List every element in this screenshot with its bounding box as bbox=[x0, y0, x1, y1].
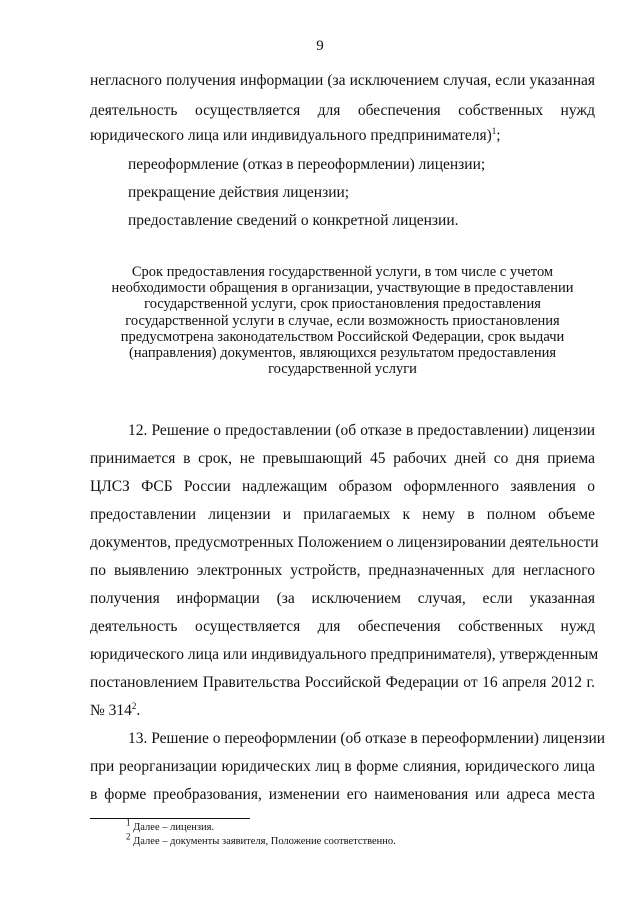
p12-line bbox=[90, 590, 595, 608]
p12-line bbox=[90, 478, 595, 496]
intro-text-2: деятельность осуществляется для обеспечения собственных нужд bbox=[90, 102, 595, 119]
p12-text: 12. Решение о предоставлении (об отказе в предоставлении) лицензии bbox=[128, 422, 595, 439]
footnote-1 bbox=[126, 817, 215, 833]
heading-line: Срок предоставления государственной услуги, в том числе с учетом bbox=[131, 264, 554, 280]
list-item: прекращение действия лицензии; bbox=[128, 184, 350, 201]
intro-text-1: негласного получения информации (за исключением случая, если указанная bbox=[90, 72, 595, 89]
p12-text: предоставлении лицензии и прилагаемых к нему в полном объеме bbox=[90, 506, 595, 523]
p12-text: по выявлению электронных устройств, предназначенных для негласного bbox=[90, 562, 595, 579]
intro-tail: ; bbox=[496, 127, 501, 144]
footnote-mark: 2 bbox=[131, 700, 137, 711]
p13-text: при реорганизации юридических лиц в форме слияния, юридического лица bbox=[90, 758, 595, 775]
p12-text: № 314 bbox=[90, 702, 132, 719]
p13-line bbox=[90, 758, 595, 776]
p13-text: в форме преобразования, изменении его наименования или адреса места bbox=[90, 786, 595, 803]
heading-line: государственной услуги bbox=[268, 361, 417, 378]
p13-line bbox=[128, 730, 606, 748]
footnote-text: Далее – документы заявителя, Положение соответственно. bbox=[130, 836, 396, 847]
intro-line-2 bbox=[90, 102, 595, 120]
heading-line: (направления) документов, являющихся результатом предоставления bbox=[128, 345, 557, 362]
p12-tail: . bbox=[136, 702, 141, 719]
p12-line bbox=[90, 674, 595, 692]
page-number: 9 bbox=[316, 38, 324, 54]
intro-line-3 bbox=[90, 127, 595, 145]
footnote-mark: 1 bbox=[126, 817, 131, 828]
footnote-2 bbox=[126, 831, 396, 847]
p12-line bbox=[90, 450, 595, 468]
list-item: предоставление сведений о конкретной лицензии. bbox=[128, 212, 459, 229]
p12-line bbox=[90, 618, 595, 636]
footnote-divider bbox=[90, 818, 250, 819]
p12-line bbox=[90, 506, 595, 524]
p12-text: юридического лица или индивидуального предпринимателя), утвержденным bbox=[90, 646, 599, 663]
heading-line: государственной услуги в случае, если возможность приостановления bbox=[125, 312, 560, 329]
list-item: переоформление (отказ в переоформлении) лицензии; bbox=[128, 156, 486, 173]
section-heading bbox=[100, 264, 585, 377]
p12-line bbox=[90, 562, 595, 580]
heading-line: необходимости обращения в организации, участвующие в предоставлении bbox=[111, 280, 574, 297]
intro-text-3: юридического лица или индивидуального предпринимателя) bbox=[90, 127, 492, 144]
p12-text: постановлением Правительства Российской Федерации от 16 апреля 2012 г. bbox=[90, 674, 595, 691]
p12-text: документов, предусмотренных Положением о лицензировании деятельности bbox=[90, 534, 599, 551]
footnote-mark: 2 bbox=[126, 831, 131, 842]
p12-line bbox=[128, 422, 595, 440]
p12-line bbox=[90, 534, 599, 552]
intro-line-1 bbox=[90, 72, 595, 90]
heading-line: государственной услуги, срок приостановления предоставления bbox=[144, 296, 541, 313]
p13-text: 13. Решение о переоформлении (об отказе в переоформлении) лицензии bbox=[128, 730, 606, 747]
heading-line: предусмотрена законодательством Российской Федерации, срок выдачи bbox=[120, 328, 565, 345]
p13-line bbox=[90, 786, 595, 804]
footnote-mark: 1 bbox=[491, 125, 497, 136]
p12-text: ЦЛСЗ ФСБ России надлежащим образом оформленного заявления о bbox=[90, 478, 595, 495]
p12-line bbox=[90, 646, 599, 664]
p12-text: получения информации (за исключением случая, если указанная bbox=[90, 590, 595, 607]
p12-text: принимается в срок, не превышающий 45 рабочих дней со дня приема bbox=[90, 450, 595, 467]
p12-text: деятельность осуществляется для обеспечения собственных нужд bbox=[90, 618, 595, 635]
p12-line-last bbox=[90, 702, 595, 720]
footnote-text: Далее – лицензия. bbox=[130, 822, 215, 833]
